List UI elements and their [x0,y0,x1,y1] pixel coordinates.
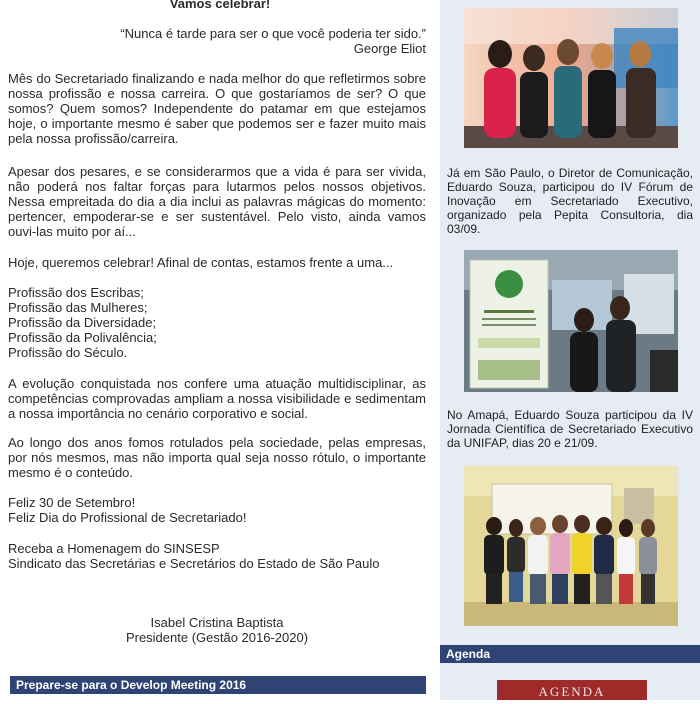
paragraph-5: Ao longo dos anos fomos rotulados pela sociedade, pelas empresas, por nós mesmos, mas não importa qual seja nosso rótulo, o importante mesmo é o conteúdo. [8,435,426,480]
paragraph-4: A evolução conquistada nos confere uma atuação multidisciplinar, as competências comprovadas ampliam a nossa visibilidade e sedimentam a nossa importância no cenário corporativo e social. [8,376,426,421]
photo-classroom-illustration [464,466,678,626]
event-photo-sao-paulo[interactable] [464,250,678,392]
event-photo-unifap[interactable] [464,466,678,626]
signer-role: Presidente (Gestão 2016-2020) [125,630,309,645]
list-item: Profissão do Século. [8,345,128,360]
paragraph-2: Apesar dos pesares, e se considerarmos que a vida é para ser vivida, não poderá nos faltar forças para lutarmos pelos nossos objetivos. Nessa empreitada do dia a dia inclui as palavras mágicas do momento: pertencer, empoderar-se e ser sustentável. Pelo visto, ainda vamos ouvi-las muito por aí... [8,164,426,239]
epigraph [8,26,426,56]
greeting [8,495,426,525]
profession-list [8,285,426,360]
signer-name: Isabel Cristina Baptista [150,615,284,630]
paragraph-3: Hoje, queremos celebrar! Afinal de contas, estamos frente a uma... [8,255,394,270]
greeting-line-1: Feliz 30 de Setembro! [8,495,136,510]
photo-caption-forum: Já em São Paulo, o Diretor de Comunicação, Eduardo Souza, participou do IV Fórum de Inovação em Secretariado Executivo, organizado pela Pepita Consultoria, dia 03/09. [447,166,693,236]
next-section-header[interactable]: Prepare-se para o Develop Meeting 2016 [10,676,426,694]
article-title: Vamos celebrar! [169,0,271,11]
list-item: Profissão da Polivalência; [8,330,157,345]
epigraph-quote: “Nunca é tarde para ser o que você poderia ter sido.” [120,26,426,41]
homage-line-1: Receba a Homenagem do SINSESP [8,541,220,556]
list-item: Profissão da Diversidade; [8,315,157,330]
list-item: Profissão dos Escribas; [8,285,144,300]
homage-line-2: Sindicato das Secretárias e Secretários do Estado de São Paulo [8,556,380,571]
epigraph-author: George Eliot [353,41,426,56]
photo-caption-amapa: No Amapá, Eduardo Souza participou da IV Jornada Científica de Secretariado Executivo da UNIFAP, dias 20 e 21/09. [447,408,693,450]
photo-banner-illustration [464,250,678,392]
paragraph-1: Mês do Secretariado finalizando e nada melhor do que refletirmos sobre nossa profissão e nossa carreira. O que gostaríamos de ser? O que somos? Quem somos? Independente do patamar em que estejamos hoje, o importante mesmo é saber que podemos ser e fazer muito mais pela nossa profissão/carreira. [8,71,426,146]
agenda-badge[interactable]: AGENDA [497,680,647,700]
signature [8,615,426,645]
list-item: Profissão das Mulheres; [8,300,148,315]
photo-forum-illustration [464,8,678,148]
homage [8,541,426,571]
greeting-line-2: Feliz Dia do Profissional de Secretariado! [8,510,247,525]
agenda-header[interactable]: Agenda [440,645,700,663]
event-photo-forum[interactable] [464,8,678,148]
